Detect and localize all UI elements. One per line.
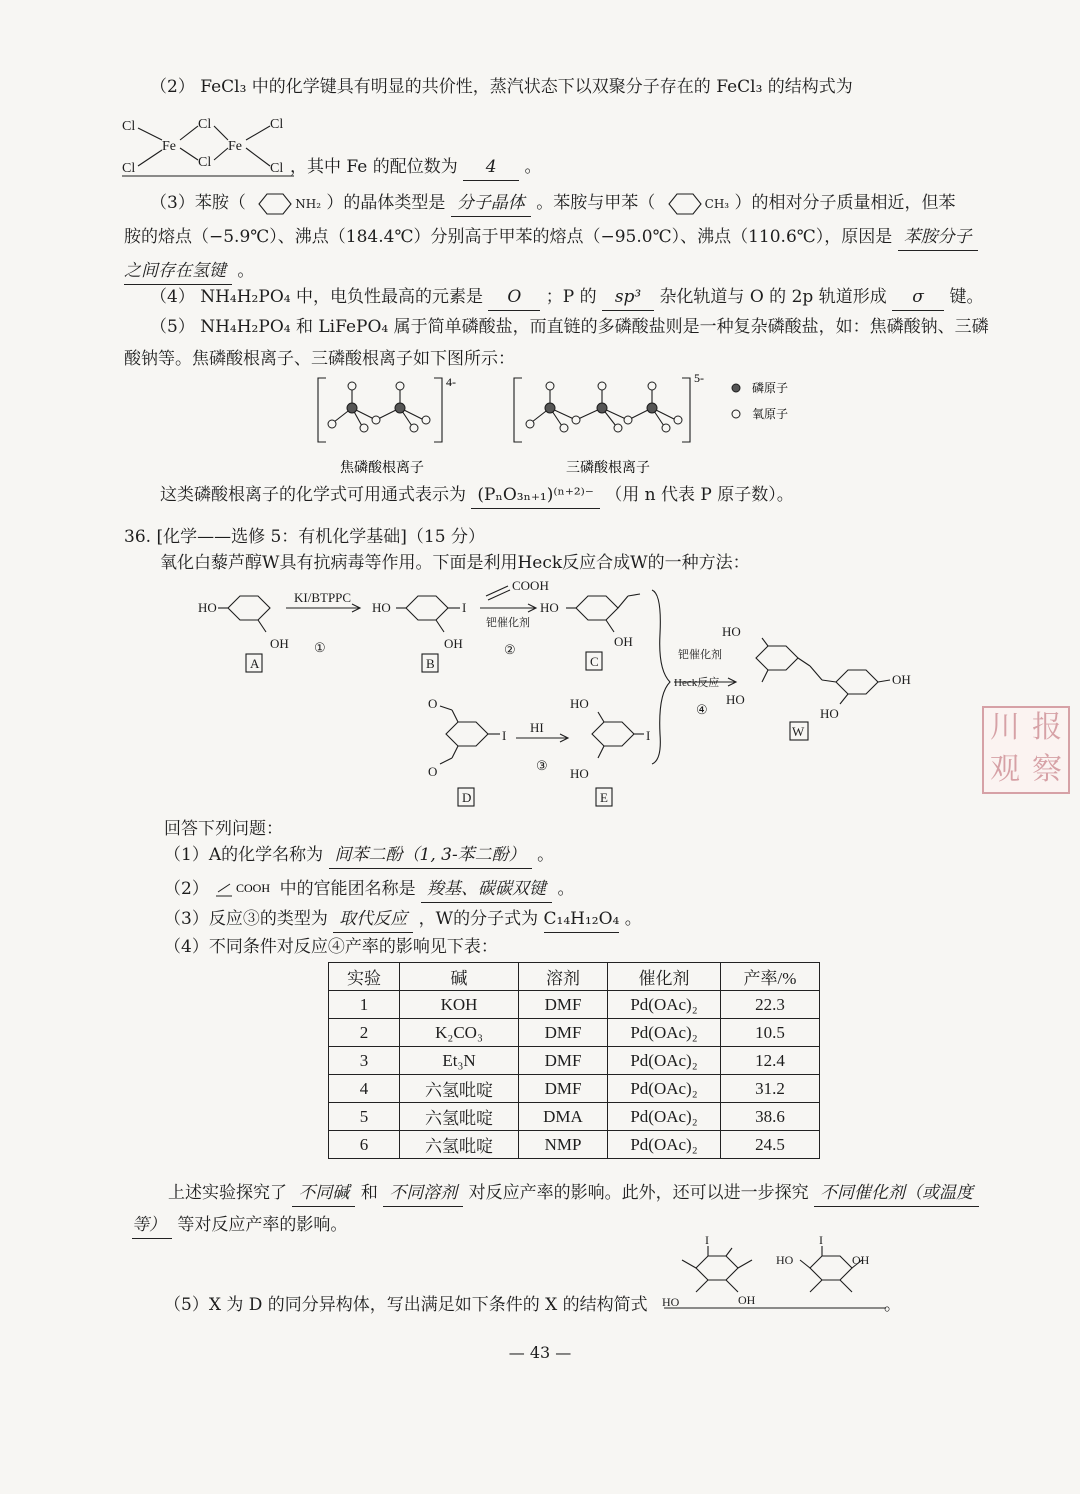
svg-text:I: I xyxy=(705,1233,709,1247)
q3-line1: （3）苯胺（ NH₂ ）的晶体类型是 分子晶体 。苯胺与甲苯（ CH₃ ）的相对分子质量相近，但苯 xyxy=(150,190,956,217)
q5-line3: 这类磷酸根离子的化学式可用通式表示为 (PₙO₃ₙ₊₁)⁽ⁿ⁺²⁾⁻ （用 n 代表 P 原子数）。 xyxy=(160,482,794,509)
svg-text:I: I xyxy=(502,728,507,743)
fecl3-dimer-structure xyxy=(118,108,298,178)
svg-text:I: I xyxy=(462,600,467,615)
q2-text: （2） FeCl₃ 中的化学键具有明显的共价性，蒸汽状态下以双聚分子存在的 FeCl₃ 的结构式为 xyxy=(150,77,853,97)
svg-text:HO: HO xyxy=(820,706,839,721)
svg-text:③: ③ xyxy=(536,758,548,773)
p1-line: （1）A的化学名称为 间苯二酚（1, 3-苯二酚） 。 xyxy=(164,842,554,869)
p-atom xyxy=(647,403,657,413)
q36-intro: 氧化白藜芦醇W具有抗病毒等作用。下面是利用Heck反应合成W的一种方法： xyxy=(160,553,750,573)
table-row: 5 六氢吡啶 DMA Pd(OAc)₂ 38.6 xyxy=(329,1103,820,1131)
q2-answer: 4 xyxy=(463,154,519,181)
q4-answer1: O xyxy=(488,284,540,311)
conclusion-line2: 等） 等对反应产率的影响。 xyxy=(132,1212,347,1239)
svg-text:A: A xyxy=(250,656,260,671)
svg-text:HO: HO xyxy=(570,696,589,711)
table-header-row: 实验 碱 溶剂 催化剂 产率/% xyxy=(329,963,820,991)
conclusion-answer2: 不同溶剂 xyxy=(383,1180,463,1207)
q36-title: 36. [化学——选修 5：有机化学基础]（15 分） xyxy=(124,527,485,547)
svg-text:OH: OH xyxy=(738,1293,756,1307)
q3-answer1: 分子晶体 xyxy=(451,190,531,217)
svg-text:COOH: COOH xyxy=(512,578,549,593)
p2-line: （2） COOH 中的官能团名称是 羧基、碳碳双键 。 xyxy=(164,876,574,903)
p1-answer: 间苯二酚（1, 3-苯二酚） xyxy=(329,842,532,869)
cl-atom: Cl xyxy=(122,119,136,134)
charge-label: 4- xyxy=(446,375,456,389)
table-row: 4 六氢吡啶 DMF Pd(OAc)₂ 31.2 xyxy=(329,1075,820,1103)
q2-line2: ，其中 Fe 的配位数为 4 。 xyxy=(290,154,542,181)
p3-answer2: C₁₄H₁₂O₄ xyxy=(544,906,620,933)
table-row: 1 KOH DMF Pd(OAc)₂ 22.3 xyxy=(329,991,820,1019)
conclusion-line1: 上述实验探究了 不同碱 和 不同溶剂 对反应产率的影响。此外，还可以进一步探究 不同催化剂（或温度 xyxy=(168,1180,979,1207)
svg-text:HO: HO xyxy=(776,1253,794,1267)
p-atom xyxy=(347,403,357,413)
conclusion-answer3b: 等） xyxy=(132,1212,172,1239)
svg-text:I: I xyxy=(819,1233,823,1247)
svg-text:钯催化剂: 钯催化剂 xyxy=(486,617,530,629)
conditions-table xyxy=(328,962,820,1159)
acrylic-acid-structure xyxy=(214,880,274,900)
cl-atom: Cl xyxy=(270,161,284,176)
isomer-structures xyxy=(660,1232,900,1316)
cl-atom: Cl xyxy=(122,161,136,176)
q5-answer: (PₙO₃ₙ₊₁)⁽ⁿ⁺²⁾⁻ xyxy=(471,482,599,509)
svg-text:HO: HO xyxy=(372,600,391,615)
table-row: 3 Et₃N DMF Pd(OAc)₂ 12.4 xyxy=(329,1047,820,1075)
q3-line3: 之间存在氢键 。 xyxy=(124,258,254,285)
svg-text:OH: OH xyxy=(892,672,911,687)
svg-text:HO: HO xyxy=(726,692,745,707)
phosphate-ions-diagram xyxy=(300,372,820,482)
legend-p: 磷原子 xyxy=(752,381,789,395)
fe-atom: Fe xyxy=(228,139,242,154)
q3-line2: 胺的熔点（−5.9℃）、沸点（184.4℃）分别高于甲苯的熔点（−95.0℃）、沸点（110.6℃），原因是 苯胺分子 xyxy=(124,224,978,251)
svg-text:OH: OH xyxy=(270,636,289,651)
q5b-line: （5）X 为 D 的同分异构体，写出满足如下条件的 X 的结构简式 xyxy=(164,1295,648,1315)
svg-text:O: O xyxy=(428,696,438,711)
p2-answer: 羧基、碳碳双键 xyxy=(421,876,552,903)
svg-text:OH: OH xyxy=(614,634,633,649)
q4-line: （4） NH₄H₂PO₄ 中，电负性最高的元素是 O ；P 的 sp³ 杂化轨道与 O 的 2p 轨道形成 σ 键。 xyxy=(150,284,984,311)
svg-text:HO: HO xyxy=(198,600,217,615)
svg-text:HO: HO xyxy=(722,624,741,639)
svg-text:E: E xyxy=(600,790,608,805)
pyrophosphate-label: 焦磷酸根离子 xyxy=(340,461,424,476)
svg-text:HO: HO xyxy=(570,766,589,781)
cl-atom: Cl xyxy=(198,117,212,132)
p3-answer1: 取代反应 xyxy=(333,906,413,933)
q3-answer2a: 苯胺分子 xyxy=(898,224,978,251)
svg-text:OH: OH xyxy=(444,636,463,651)
page-number: — 43 — xyxy=(508,1343,572,1362)
svg-text:HO: HO xyxy=(662,1295,680,1309)
svg-text:①: ① xyxy=(314,640,326,655)
benzene-ring-icon xyxy=(251,192,295,216)
svg-text:钯催化剂: 钯催化剂 xyxy=(678,649,722,661)
svg-text:②: ② xyxy=(504,642,516,657)
p3-line: （3）反应③的类型为 取代反应 ，W的分子式为 C₁₄H₁₂O₄ 。 xyxy=(164,906,642,933)
synthesis-scheme xyxy=(196,574,956,810)
answer-intro: 回答下列问题： xyxy=(164,819,283,839)
conclusion-answer3a: 不同催化剂（或温度 xyxy=(814,1180,979,1207)
svg-text:O: O xyxy=(428,764,438,779)
table-row: 2 K₂CO₃ DMF Pd(OAc)₂ 10.5 xyxy=(329,1019,820,1047)
p-atom xyxy=(395,403,405,413)
svg-text:HO: HO xyxy=(540,600,559,615)
q5-line1: （5） NH₄H₂PO₄ 和 LiFePO₄ 属于简单磷酸盐，而直链的多磷酸盐则是一种复杂磷酸盐，如：焦磷酸钠、三磷 xyxy=(150,317,989,337)
p-atom xyxy=(597,403,607,413)
legend-o: 氧原子 xyxy=(752,407,789,421)
p4-line: （4）不同条件对反应④产率的影响见下表： xyxy=(164,937,498,957)
p-atom xyxy=(545,403,555,413)
q5b-end: 。 xyxy=(884,1295,901,1315)
fe-atom: Fe xyxy=(162,139,176,154)
svg-text:I: I xyxy=(646,728,651,743)
svg-text:Heck反应: Heck反应 xyxy=(674,677,720,689)
watermark-stamp: 川 报 观 察 xyxy=(982,706,1070,794)
svg-text:④: ④ xyxy=(696,702,708,717)
q4-answer3: σ xyxy=(892,284,944,311)
benzene-ring-icon xyxy=(661,192,705,216)
svg-text:HI: HI xyxy=(530,720,544,735)
q5-line2: 酸钠等。焦磷酸根离子、三磷酸根离子如下图所示： xyxy=(124,349,515,369)
svg-text:C: C xyxy=(590,654,599,669)
table-row: 6 六氢吡啶 NMP Pd(OAc)₂ 24.5 xyxy=(329,1131,820,1159)
q4-answer2: sp³ xyxy=(602,284,654,311)
triphosphate-label: 三磷酸根离子 xyxy=(566,461,650,476)
svg-text:W: W xyxy=(792,724,805,739)
q3-answer2b: 之间存在氢键 xyxy=(124,258,232,285)
conclusion-answer1: 不同碱 xyxy=(292,1180,355,1207)
svg-text:B: B xyxy=(426,656,435,671)
svg-text:OH: OH xyxy=(852,1253,870,1267)
svg-text:KI/BTPPC: KI/BTPPC xyxy=(294,590,352,605)
svg-text:D: D xyxy=(462,790,472,805)
svg-text:COOH: COOH xyxy=(236,880,271,895)
cl-atom: Cl xyxy=(270,117,284,132)
q2-line1 xyxy=(150,74,853,100)
charge-label: 5- xyxy=(694,372,704,385)
cl-atom: Cl xyxy=(198,155,212,170)
